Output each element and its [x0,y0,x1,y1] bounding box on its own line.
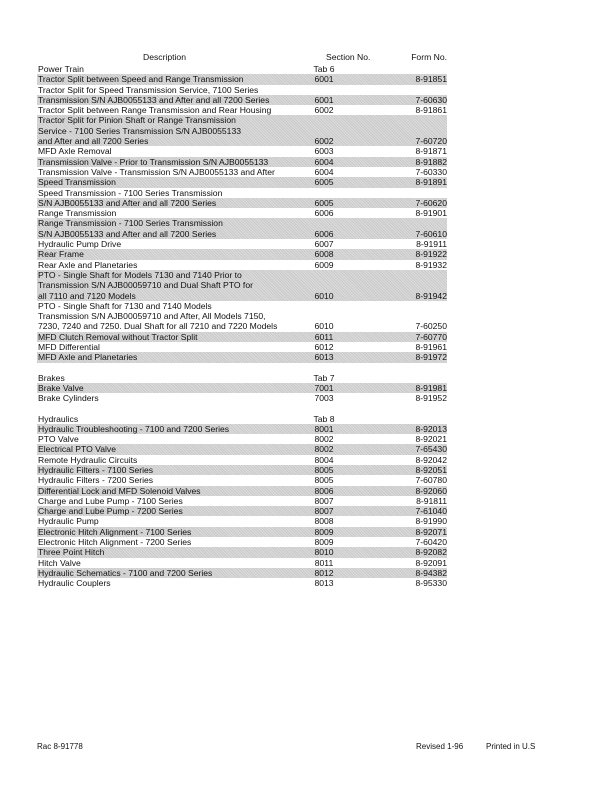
row-form-number: 8-92071 [415,526,447,537]
group-spacer [37,363,447,373]
group-tab-label: Tab 8 [313,413,335,424]
row-form-number: 8-95330 [415,578,447,589]
row-description-line: Hydraulic Troubleshooting - 7100 and 7200 Series [38,423,230,434]
row-section-number: 7001 [314,382,334,393]
index-row [37,434,447,444]
index-groups [37,64,447,589]
row-section-number: 8009 [314,537,334,548]
row-description [37,270,447,301]
document-number: Rac 8-91778 [37,742,83,751]
row-description-line: Charge and Lube Pump - 7200 Series [38,506,183,517]
row-form-number: 8-91981 [415,382,447,393]
row-description-line: MFD Axle Removal [38,146,112,157]
row-description [37,95,447,105]
index-row [37,475,447,485]
index-row [37,465,447,475]
row-form-number: 7-60630 [415,94,447,105]
row-section-number: 6012 [314,342,334,353]
row-description-line: Transmission S/N AJB00059710 and Dual Shaft PTO for [38,280,253,291]
index-row [37,486,447,496]
index-row [37,342,447,352]
row-description [37,537,447,547]
index-row [37,578,447,588]
section-no-column-header: Section No. [326,52,371,62]
row-section-number: 6002 [314,105,334,116]
row-description-line: Brake Valve [38,382,84,393]
group-title [37,373,447,383]
row-section-number: 6001 [314,74,334,85]
row-section-number: 8013 [314,578,334,589]
row-description-line: Transmission S/N AJB0055133 and After and all 7200 Series [38,94,270,105]
row-description [37,486,447,496]
row-description-line: and After and all 7200 Series [38,136,149,147]
row-form-number: 8-92082 [415,547,447,558]
row-description-line: PTO - Single Shaft for 7130 and 7140 Models [38,300,212,311]
row-section-number: 8006 [314,485,334,496]
row-description [37,424,447,434]
row-description [37,167,447,177]
row-description-line: Tractor Split between Range Transmission and Rear Housing [38,105,272,116]
row-section-number: 8008 [314,516,334,527]
row-description [37,558,447,568]
row-form-number: 7-60330 [415,166,447,177]
index-row [37,239,447,249]
row-form-number: 8-91932 [415,259,447,270]
row-description-line: S/N AJB0055133 and After and all 7200 Series [38,228,217,239]
revised-date: Revised 1-96 [416,742,464,751]
row-section-number: 6005 [314,177,334,188]
row-form-number: 8-92091 [415,557,447,568]
row-description [37,547,447,557]
row-section-number: 6006 [314,208,334,219]
row-description [37,332,447,342]
group-tab-label: Tab 7 [313,372,335,383]
row-description-line: Hydraulic Schematics - 7100 and 7200 Series [38,567,213,578]
row-form-number: 8-91891 [415,177,447,188]
row-description-line: MFD Differential [38,342,100,353]
row-section-number: 6002 [314,136,334,147]
index-row [37,444,447,454]
row-section-number: 7003 [314,393,334,404]
row-form-number: 7-60720 [415,136,447,147]
row-form-number: 8-91952 [415,393,447,404]
row-form-number: 8-91972 [415,352,447,363]
row-description [37,249,447,259]
row-section-number: 8010 [314,547,334,558]
row-description [37,198,447,208]
row-form-number: 8-92013 [415,423,447,434]
index-row [37,105,447,115]
row-description [37,352,447,362]
row-description [37,115,447,146]
index-row [37,177,447,187]
row-form-number: 8-91901 [415,208,447,219]
row-section-number: 8007 [314,506,334,517]
row-form-number: 7-60780 [415,475,447,486]
row-section-number: 8002 [314,444,334,455]
row-form-number: 8-91851 [415,74,447,85]
row-description-line: Hitch Valve [38,557,81,568]
row-description-line: Transmission S/N AJB00059710 and After, All Models 7150, [38,311,266,322]
row-form-number: 8-91871 [415,146,447,157]
row-description-line: MFD Clutch Removal without Tractor Split [38,331,198,342]
index-row [37,188,447,198]
row-description-line: Hydraulic Pump [38,516,99,527]
index-row [37,260,447,270]
row-description-line: Hydraulic Couplers [38,578,111,589]
row-description-line: all 7110 and 7120 Models [38,290,136,301]
index-row [37,249,447,259]
index-row [37,157,447,167]
row-section-number: 8002 [314,434,334,445]
row-section-number: 8001 [314,423,334,434]
row-description-line: Three Point Hitch [38,547,105,558]
row-form-number: 7-60420 [415,537,447,548]
row-form-number: 7-61040 [415,506,447,517]
row-description-line: Charge and Lube Pump - 7100 Series [38,495,183,506]
group-title-row [37,64,447,74]
row-description-line: Service - 7100 Series Transmission S/N AJB0055133 [38,125,242,136]
row-description [37,342,447,352]
row-section-number: 6010 [314,321,334,332]
row-description [37,578,447,588]
row-description [37,475,447,485]
row-description-line: Tractor Split between Speed and Range Transmission [38,74,244,85]
group-title-row [37,373,447,383]
index-row [37,496,447,506]
index-row [37,146,447,156]
index-row [37,332,447,342]
row-section-number: 6011 [314,331,334,342]
row-form-number: 8-91942 [415,290,447,301]
row-section-number: 6010 [314,290,334,301]
row-description-line: Electronic Hitch Alignment - 7100 Series [38,526,192,537]
row-description [37,208,447,218]
index-row [37,383,447,393]
row-form-number: 8-91882 [415,156,447,167]
group-title-text: Brakes [38,372,65,383]
row-form-number: 8-92060 [415,485,447,496]
row-description [37,239,447,249]
row-description [37,157,447,167]
row-form-number: 7-60620 [415,197,447,208]
row-description-line: Hydraulic Filters - 7100 Series [38,464,154,475]
row-section-number: 6006 [314,228,334,239]
index-row [37,167,447,177]
group-title [37,64,447,74]
row-description [37,444,447,454]
group-title-row [37,414,447,424]
index-row [37,506,447,516]
row-description-line: Speed Transmission - 7100 Series Transmission [38,187,223,198]
index-row [37,218,447,239]
row-form-number: 8-91922 [415,249,447,260]
row-description-line: Transmission Valve - Transmission S/N AJB0055133 and After [38,166,275,177]
index-row [37,527,447,537]
row-form-number: 7-65430 [415,444,447,455]
row-description [37,383,447,393]
group-tab-label: Tab 6 [313,64,335,74]
row-description [37,74,447,84]
index-row [37,547,447,557]
group-title-text: Power Train [38,64,84,74]
row-description-line: Electrical PTO Valve [38,444,117,455]
row-description [37,301,447,332]
index-row [37,393,447,403]
row-form-number: 8-91961 [415,342,447,353]
index-row [37,95,447,105]
row-form-number: 8-92021 [415,434,447,445]
row-form-number: 8-91811 [416,495,447,506]
index-row [37,568,447,578]
row-section-number: 8009 [314,526,334,537]
row-description-line: Hydraulic Filters - 7200 Series [38,475,154,486]
index-row [37,516,447,526]
row-section-number: 6004 [314,166,334,177]
row-description-line: Range Transmission [38,208,117,219]
row-description [37,85,447,95]
row-description [37,188,447,198]
index-row [37,115,447,146]
row-description-line: Remote Hydraulic Circuits [38,454,138,465]
row-description-line: Differential Lock and MFD Solenoid Valves [38,485,201,496]
row-section-number: 6005 [314,197,334,208]
row-description [37,218,447,239]
row-section-number: 6004 [314,156,334,167]
row-form-number: 7-60610 [415,228,447,239]
index-row [37,301,447,332]
row-description-line: S/N AJB0055133 and After and all 7200 Series [38,197,217,208]
row-description-line: 7230, 7240 and 7250. Dual Shaft for all 7210 and 7220 Models [38,321,278,332]
index-row [37,270,447,301]
row-section-number: 8004 [314,454,334,465]
index-row [37,424,447,434]
row-section-number: 6007 [314,239,334,250]
row-section-number: 6013 [314,352,334,363]
index-row [37,198,447,208]
description-column-header: Description [143,52,186,62]
row-description-line: Speed Transmission [38,177,116,188]
index-row [37,352,447,362]
row-description-line: Rear Frame [38,249,84,260]
row-description [37,177,447,187]
row-section-number: 8012 [314,567,334,578]
index-row [37,74,447,84]
service-manual-index [37,52,447,589]
row-description-line: Brake Cylinders [38,393,99,404]
row-section-number: 6008 [314,249,334,260]
row-section-number: 8007 [314,495,334,506]
row-form-number: 7-60250 [415,321,447,332]
index-row [37,208,447,218]
group-spacer [37,404,447,414]
row-description [37,260,447,270]
form-no-column-header: Form No. [411,52,447,62]
row-description [37,434,447,444]
row-section-number: 8005 [314,464,334,475]
row-section-number: 6009 [314,259,334,270]
row-form-number: 8-91990 [415,516,447,527]
index-row [37,85,447,95]
printed-in-note: Printed in U.S [486,742,536,751]
row-description [37,527,447,537]
index-row [37,455,447,465]
row-description-line: Electronic Hitch Alignment - 7200 Series [38,537,192,548]
row-description [37,105,447,115]
row-form-number: 8-92042 [415,454,447,465]
row-form-number: 8-94382 [415,567,447,578]
row-description-line: Hydraulic Pump Drive [38,239,122,250]
row-description-line: Transmission Valve - Prior to Transmission S/N AJB0055133 [38,156,269,167]
row-form-number: 8-91911 [416,239,447,250]
row-description-line: Rear Axle and Planetaries [38,259,138,270]
row-form-number: 8-91861 [415,105,447,116]
row-section-number: 6003 [314,146,334,157]
row-description-line: Range Transmission - 7100 Series Transmission [38,218,223,229]
row-form-number: 7-60770 [415,331,447,342]
row-description [37,465,447,475]
row-description-line: MFD Axle and Planetaries [38,352,138,363]
row-description [37,568,447,578]
row-description [37,516,447,526]
row-section-number: 8011 [314,557,334,568]
row-description-line: Tractor Split for Pinion Shaft or Range Transmission [38,115,236,126]
row-description-line: Tractor Split for Speed Transmission Service, 7100 Series [38,84,259,95]
row-form-number: 8-92051 [415,464,447,475]
row-description [37,496,447,506]
row-description [37,455,447,465]
group-title-text: Hydraulics [38,413,79,424]
index-row [37,537,447,547]
row-description [37,506,447,516]
row-description [37,393,447,403]
row-section-number: 8005 [314,475,334,486]
row-description [37,146,447,156]
column-headers [37,52,447,64]
row-description-line: PTO Valve [38,434,79,445]
index-row [37,558,447,568]
row-section-number: 6001 [314,94,334,105]
group-title [37,414,447,424]
row-description-line: PTO - Single Shaft for Models 7130 and 7140 Prior to [38,269,242,280]
